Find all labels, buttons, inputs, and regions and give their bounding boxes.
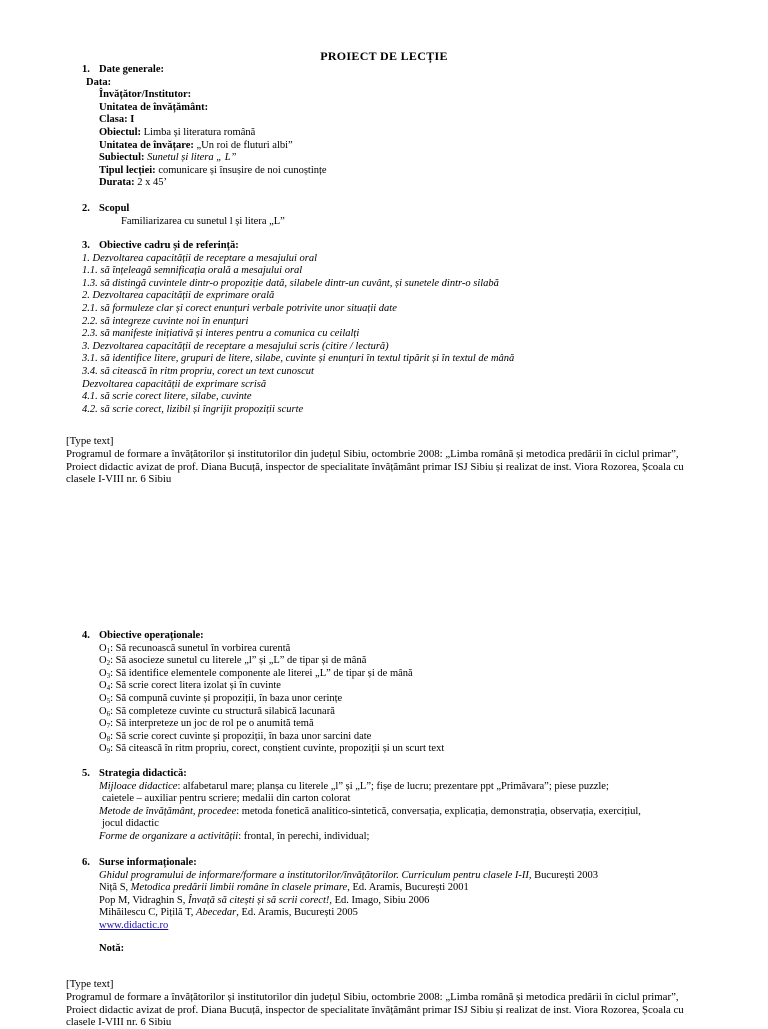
strategy-section [82,768,641,844]
general-heading-num: 1. [82,64,90,75]
field-teacher-label: Învățător/Institutor: [99,89,192,101]
operational-code: O [99,718,107,730]
scope-text: Familiarizarea cu sunetul l și litera „L” [121,215,285,227]
operational-text: : Să scrie corect litera izolat și în cuvinte [110,680,281,692]
operational-code: O [99,667,107,679]
operational-list [99,643,444,756]
general-heading-text: Date generale: [99,64,165,75]
field-lesson-type [99,165,327,178]
operational-code: O [99,705,107,717]
objectives-section [82,240,514,416]
footer-block-2 [66,978,684,1029]
operational-code-sub: 8 [106,734,111,743]
operational-text: : Să asocieze sunetul cu literele „l” și „L” de tipar și de mână [110,655,367,667]
general-section [82,64,327,190]
operational-code: O [99,692,107,704]
strategy-forms-text: : frontal, în perechi, individual; [238,830,370,842]
strategy-methods-text: : metoda fonetică analitico-sintetică, conversația, explicația, demonstrația, observația, exercițiul, [236,805,641,817]
objective-item: 1.1. să înțeleagă semnificația orală a mesajului oral [82,265,303,277]
footer-line-1: Programul de formare a învățătorilor și institutorilor din județul Sibiu, octombrie 2008: „Limba română și metodica predării în ciclul primar”, [66,990,679,1003]
field-unit-value: „Un roi de fluturi albi” [196,139,293,151]
field-unit-label: Unitatea de învățare: [99,139,194,151]
source-3 [99,895,598,908]
operational-item [99,693,444,706]
field-school [99,102,327,115]
operational-code-sub: 2 [106,659,111,668]
footer-type-text: [Type text] [66,435,114,447]
objectives-list [82,253,514,417]
source-3-title: Învață să citești și să scrii corect!, [188,894,332,906]
strategy-heading-text: Strategia didactică: [99,768,187,779]
operational-text: : Să compună cuvinte și propoziții, în baza unor cerințe [110,692,343,704]
footer-block-1 [66,435,684,486]
page-title: PROIECT DE LECȚIE [320,49,448,63]
field-data [86,77,327,90]
source-4-title: Abecedar [196,907,237,919]
field-unit [99,140,327,153]
sources-heading-num: 6. [82,857,90,868]
source-4-rest: , Ed. Aramis, București 2005 [236,907,358,919]
objectives-heading [82,240,514,253]
operational-code-sub: 5 [106,696,111,705]
operational-item [99,655,444,668]
source-2-title: Metodica predării limbii române în clasele primare [130,882,348,894]
source-2 [99,882,598,895]
operational-code: O [99,655,107,667]
objective-item: 3. Dezvoltarea capacității de receptare a mesajului scris (citire / lectură) [82,340,389,352]
footer-line-1: Programul de formare a învățătorilor și institutorilor din județul Sibiu, octombrie 2008: „Limba română și metodica predării în ciclul primar”, [66,447,679,460]
field-duration-value: 2 x 45’ [137,177,167,189]
operational-item [99,668,444,681]
field-class-label: Clasa: I [99,114,135,126]
field-teacher [99,89,327,102]
strategy-forms-label: Forme de organizare a activității [99,830,239,842]
operational-text: : Să recunoască sunetul în vorbirea curentă [110,642,291,654]
objective-item: 3.4. să citească în ritm propriu, corect un text cunoscut [82,365,314,377]
operational-code-sub: 9 [106,747,111,756]
strategy-methods-label: Metode de învățământ, procedee [99,805,237,817]
strategy-means-text: : alfabetarul mare; planșa cu literele „l” și „L”; fișe de lucru; prezentare ppt „Primăvara”; piese puzzle; [177,780,609,792]
strategy-methods-cont: jocul didactic [102,818,159,830]
strategy-means [99,781,641,794]
field-topic-value: Sunetul și litera „ L” [147,152,237,164]
field-lesson-type-value: comunicare și însușire de noi cunoștințe [158,164,327,176]
operational-code-sub: 6 [106,709,111,718]
objective-item: 1.3. să distingă cuvintele dintr-o propoziție dată, silabele dintr-un cuvânt, și sunetele dintr-o silabă [82,277,499,289]
footer-line-2: Proiect didactic avizat de prof. Diana Bucuță, inspector de specialitate învățământ primar ISJ Sibiu și realizat de inst. Viora Rozorea, Școala cu [66,1003,684,1016]
scope-heading [82,203,285,216]
field-subject-value: Limba și literatura română [143,126,256,138]
general-heading [82,64,327,77]
objective-item: 2.2. să integreze cuvinte noi în enunțuri [82,315,249,327]
operational-text: : Să completeze cuvinte cu structură silabică lacunară [110,705,335,717]
objective-item: Dezvoltarea capacității de exprimare scrisă [82,378,267,390]
source-3-rest: Ed. Imago, Sibiu 2006 [332,894,430,906]
objective-item: 3.1. să identifice litere, grupuri de litere, silabe, cuvinte și enunțuri în textul tipărit și în textul de mână [82,353,515,365]
operational-heading-num: 4. [82,630,90,641]
source-2-rest: , Ed. Aramis, București 2001 [347,882,469,894]
field-lesson-type-label: Tipul lecției: [99,164,156,176]
field-duration-label: Durata: [99,177,135,189]
operational-code-sub: 4 [106,684,111,693]
operational-text: : Să identifice elementele componente ale literei „L” de tipar și de mână [110,667,413,679]
strategy-means-cont: caietele – auxiliar pentru scriere; medalii din carton colorat [102,793,351,805]
strategy-forms [99,831,641,844]
operational-code-sub: 1 [106,646,111,655]
operational-code-sub: 3 [106,671,111,680]
operational-code: O [99,743,107,755]
operational-item [99,706,444,719]
objective-item: 1. Dezvoltarea capacității de receptare a mesajului oral [82,252,318,264]
objective-item: 2. Dezvoltarea capacității de exprimare orală [82,290,275,302]
field-subject-label: Obiectul: [99,126,141,138]
footer-line-2: Proiect didactic avizat de prof. Diana Bucuță, inspector de specialitate învățământ primar ISJ Sibiu și realizat de inst. Viora Rozorea, Școala cu [66,460,684,473]
sources-heading [82,857,598,870]
source-2-author: Niță S, [99,882,131,894]
objective-item: 4.2. să scrie corect, lizibil și îngrijit propoziții scurte [82,403,304,415]
objective-item: 2.1. să formuleze clar și corect enunțuri verbale potrivite unor situații date [82,302,397,314]
objectives-heading-text: Obiective cadru și de referință: [99,240,239,251]
strategy-heading [82,768,641,781]
operational-code: O [99,680,107,692]
scope-heading-num: 2. [82,203,90,214]
scope-section [82,203,285,228]
operational-code: O [99,730,107,742]
operational-heading-text: Obiective operaționale: [99,630,204,641]
operational-code: O [99,642,107,654]
source-1-rest: București 2003 [531,869,599,881]
sources-section [82,857,598,955]
sources-heading-text: Surse informaționale: [99,857,197,868]
operational-item [99,643,444,656]
objectives-heading-num: 3. [82,240,90,251]
strategy-methods [99,806,641,819]
field-class [99,114,327,127]
operational-text: : Să interpreteze un joc de rol pe o anumită temă [110,718,314,730]
operational-text: : Să citească în ritm propriu, corect, conștient cuvinte, propoziții și un scurt text [110,743,445,755]
field-duration [99,177,327,190]
operational-item [99,680,444,693]
note-label: Notă: [99,942,125,954]
strategy-means-label: Mijloace didactice [99,780,178,792]
field-data-label: Data: [86,76,112,88]
source-link[interactable]: www.didactic.ro [99,919,169,931]
operational-item [99,718,444,731]
field-subject [99,127,327,140]
objective-item: 2.3. să manifeste inițiativă și interes pentru a comunica cu ceilalți [82,328,360,340]
footer-line-3: clasele I-VIII nr. 6 Sibiu [66,1016,172,1029]
field-topic-label: Subiectul: [99,152,145,164]
operational-heading [82,630,444,643]
field-school-label: Unitatea de învățământ: [99,101,209,113]
source-1-title: Ghidul programului de informare/formare a institutorilor/învățătorilor. Curriculum pentru clasele I-II, [99,869,532,881]
footer-line-3: clasele I-VIII nr. 6 Sibiu [66,473,172,486]
operational-code-sub: 7 [106,722,111,731]
source-1 [99,870,598,883]
field-topic [99,152,327,165]
strategy-heading-num: 5. [82,768,90,779]
operational-item [99,743,444,756]
operational-section [82,630,444,756]
source-3-author: Pop M, Vidraghin S, [99,894,189,906]
source-4-author: Mihăilescu C, Pițilă T, [99,907,197,919]
scope-heading-text: Scopul [99,203,130,214]
footer-type-text: [Type text] [66,978,114,990]
operational-item [99,731,444,744]
objective-item: 4.1. să scrie corect litere, silabe, cuvinte [82,391,252,403]
operational-text: : Să scrie corect cuvinte și propoziții, în baza unor sarcini date [110,730,372,742]
source-4 [99,907,598,920]
